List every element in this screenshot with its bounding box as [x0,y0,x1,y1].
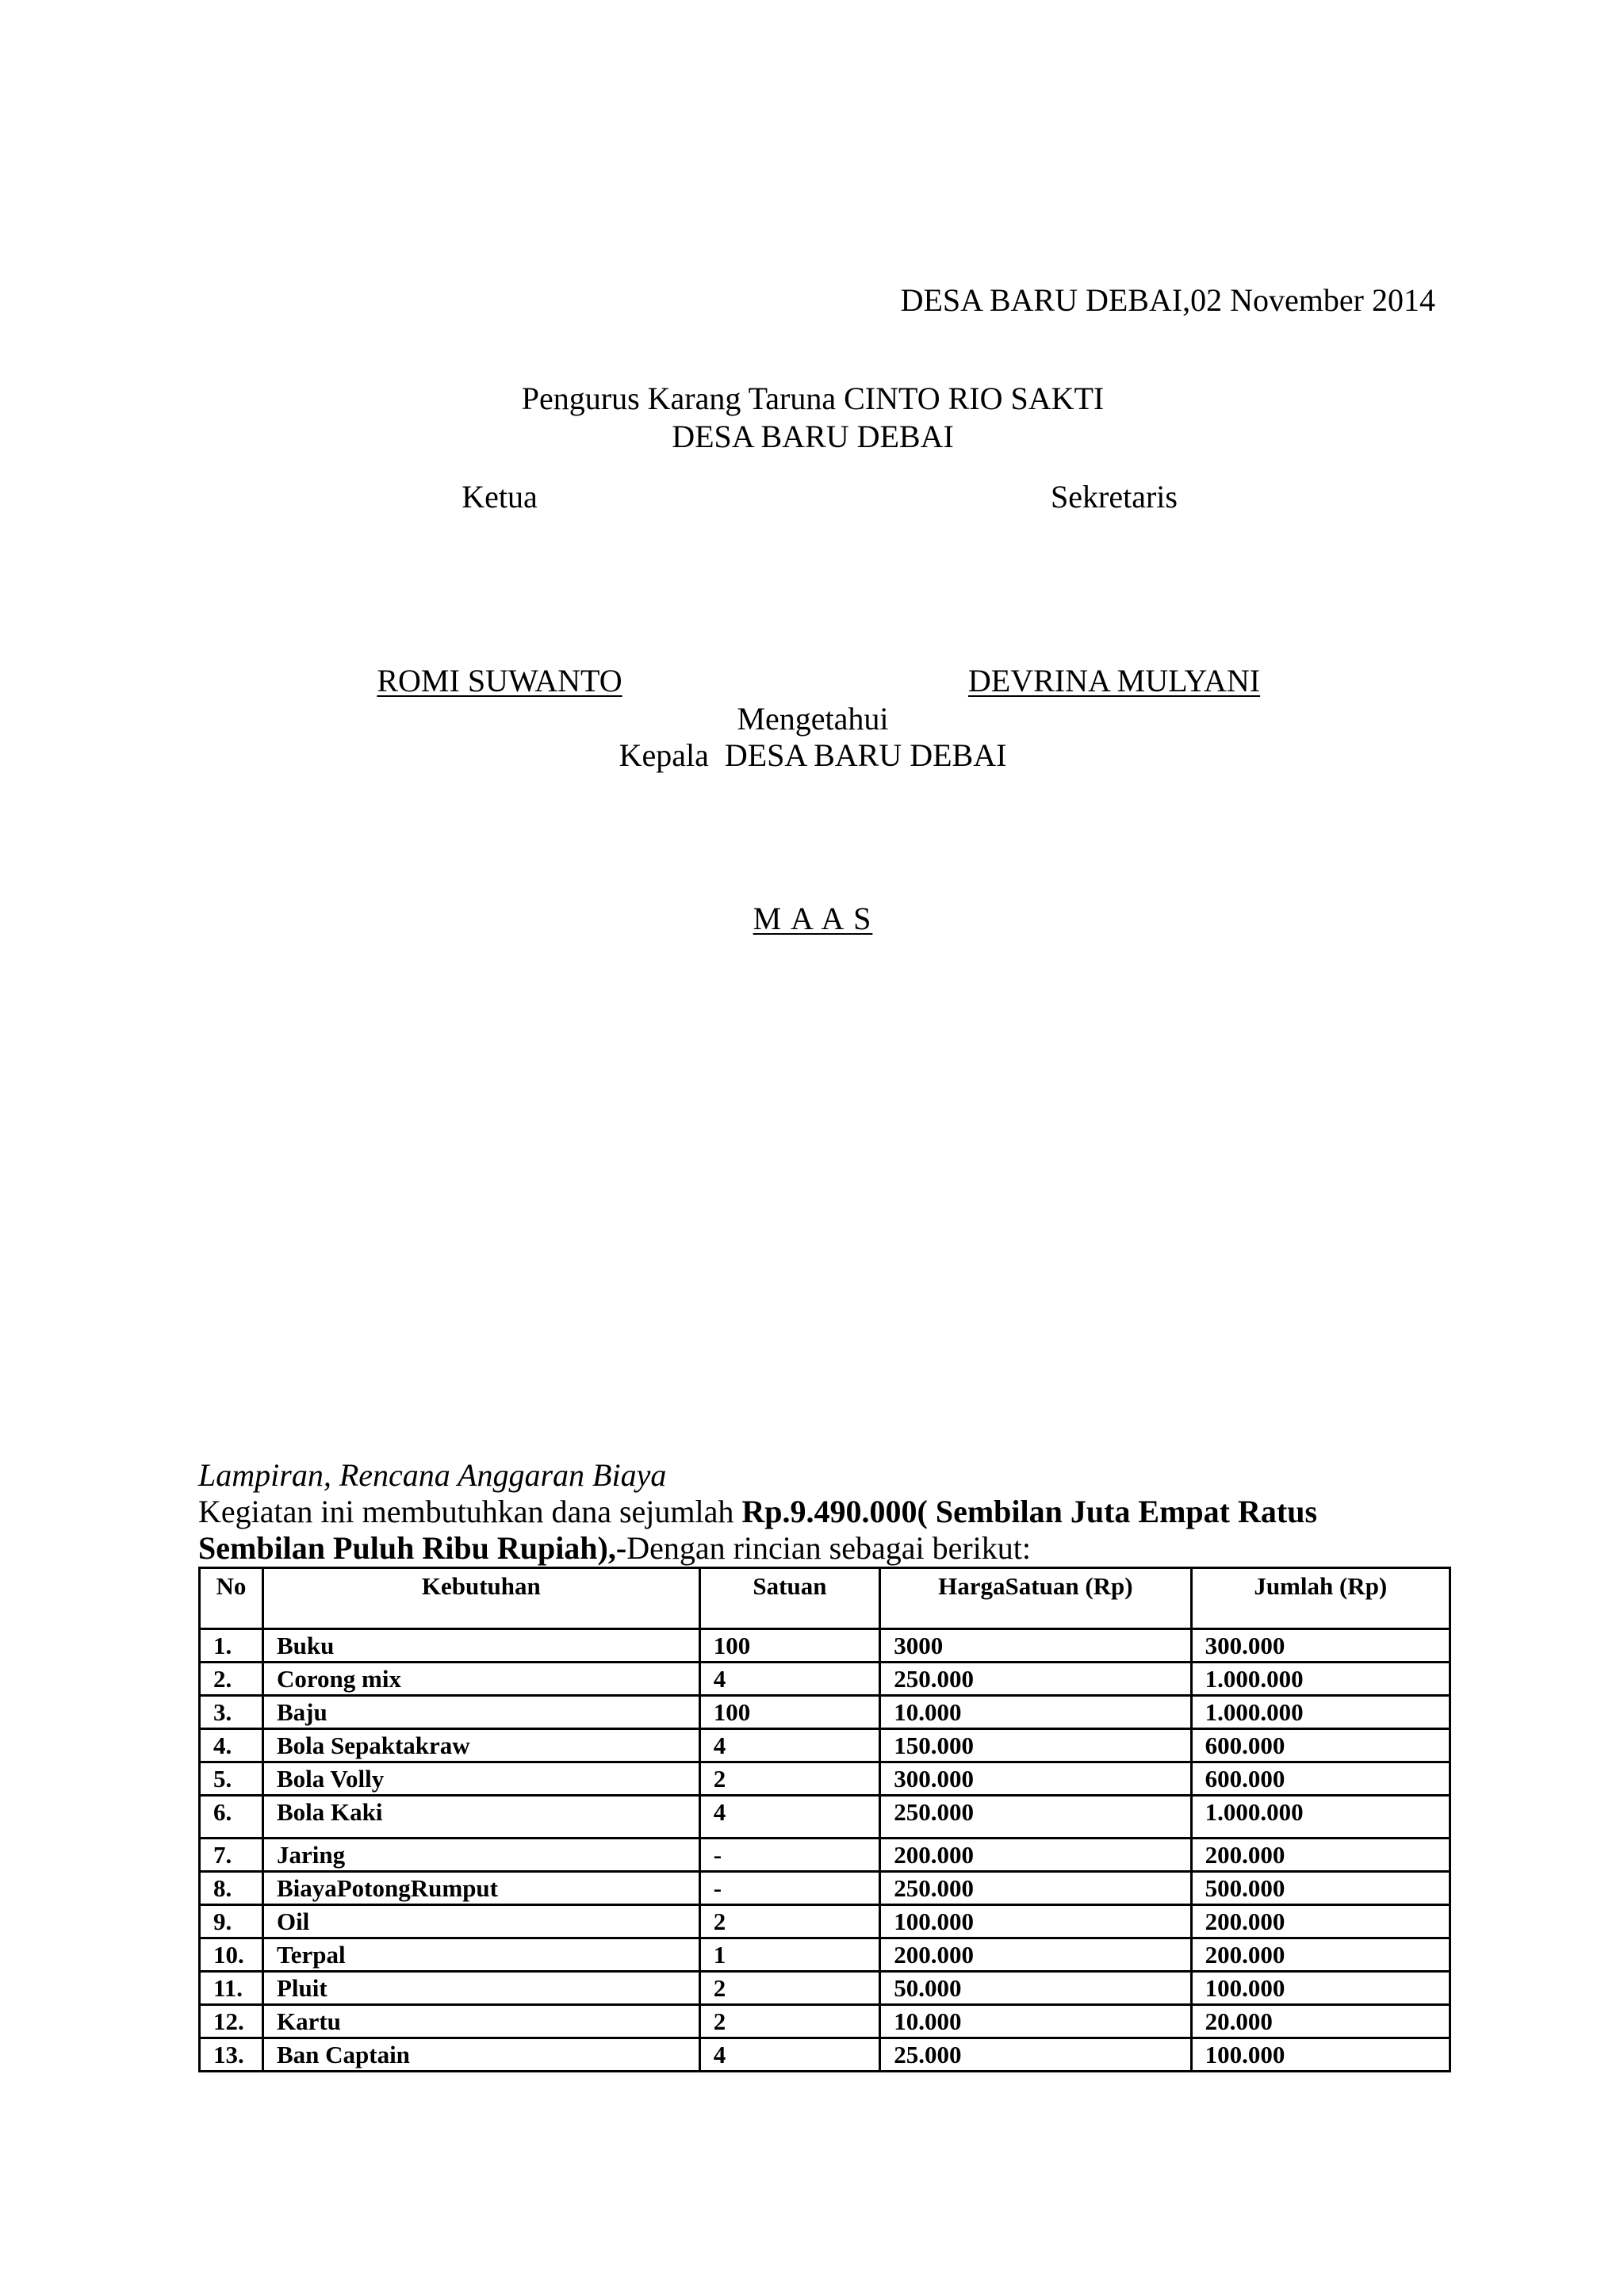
cell-kebutuhan: Baju [262,1696,699,1729]
table-row [200,1762,1450,1796]
chairman-title: Ketua [462,479,538,515]
cell-satuan: - [699,1872,879,1905]
cell-satuan: 100 [699,1629,879,1663]
cell-kebutuhan: Bola Volly [262,1762,699,1796]
cell-harga-satuan: 150.000 [880,1729,1191,1762]
cell-kebutuhan: Jaring [262,1839,699,1872]
cell-harga-satuan: 250.000 [880,1663,1191,1696]
cell-no: 11. [200,1972,263,2005]
cell-no: 6. [200,1796,263,1839]
cell-harga-satuan: 10.000 [880,2005,1191,2038]
attachment-intro-line2 [198,1530,1031,1567]
cell-jumlah: 600.000 [1191,1762,1450,1796]
intro-prefix: Kegiatan ini membutuhkan dana sejumlah [198,1494,742,1529]
table-row [200,1938,1450,1972]
cell-jumlah: 100.000 [1191,1972,1450,2005]
cell-jumlah: 20.000 [1191,2005,1450,2038]
cell-no: 12. [200,2005,263,2038]
cell-kebutuhan: Corong mix [262,1663,699,1696]
village-head-name [694,901,932,937]
cell-jumlah: 200.000 [1191,1938,1450,1972]
secretary-name-text: DEVRINA MULYANI [967,663,1261,698]
cell-kebutuhan: Terpal [262,1938,699,1972]
cell-kebutuhan: Oil [262,1905,699,1938]
cell-jumlah: 1.000.000 [1191,1796,1450,1839]
header-jumlah: Jumlah (Rp) [1191,1568,1450,1629]
attachment-title: Lampiran, Rencana Anggaran Biaya [198,1457,667,1493]
cell-satuan: - [699,1839,879,1872]
cell-kebutuhan: Pluit [262,1972,699,2005]
cell-no: 10. [200,1938,263,1972]
amount-line2: Sembilan Puluh Ribu Rupiah),- [198,1530,627,1566]
letter-date: DESA BARU DEBAI,02 November 2014 [900,282,1435,318]
cell-harga-satuan: 10.000 [880,1696,1191,1729]
organization-village: DESA BARU DEBAI [672,419,954,454]
cell-harga-satuan: 200.000 [880,1938,1191,1972]
cell-satuan: 2 [699,1905,879,1938]
cell-no: 3. [200,1696,263,1729]
table-row [200,1839,1450,1872]
cell-jumlah: 300.000 [1191,1629,1450,1663]
cell-kebutuhan: BiayaPotongRumput [262,1872,699,1905]
cell-harga-satuan: 300.000 [880,1762,1191,1796]
cell-kebutuhan: Buku [262,1629,699,1663]
cell-no: 2. [200,1663,263,1696]
cell-satuan: 2 [699,1972,879,2005]
cell-harga-satuan: 200.000 [880,1839,1191,1872]
cell-no: 9. [200,1905,263,1938]
cell-no: 1. [200,1629,263,1663]
village-head-name-text: M A A S [753,901,873,936]
table-row [200,2038,1450,2072]
cell-kebutuhan: Kartu [262,2005,699,2038]
cell-harga-satuan: 100.000 [880,1905,1191,1938]
cell-jumlah: 1.000.000 [1191,1696,1450,1729]
cell-satuan: 1 [699,1938,879,1972]
organization-name: Pengurus Karang Taruna CINTO RIO SAKTI [521,381,1105,416]
attachment-intro-line1 [198,1494,1317,1530]
table-row [200,1796,1450,1839]
table-row [200,1629,1450,1663]
table-row [200,1696,1450,1729]
chairman-name [301,663,698,699]
cell-jumlah: 100.000 [1191,2038,1450,2072]
cell-no: 8. [200,1872,263,1905]
village-head-title: Kepala DESA BARU DEBAI [619,737,1007,773]
cell-jumlah: 200.000 [1191,1839,1450,1872]
secretary-title: Sekretaris [1051,479,1178,515]
amount-line1: Rp.9.490.000( Sembilan Juta Empat Ratus [741,1494,1318,1529]
cell-satuan: 4 [699,2038,879,2072]
table-row [200,1972,1450,2005]
acknowledged-label: Mengetahui [737,701,889,737]
cell-jumlah: 1.000.000 [1191,1663,1450,1696]
table-row [200,1663,1450,1696]
table-header-row [200,1568,1450,1629]
cell-no: 4. [200,1729,263,1762]
cell-satuan: 4 [699,1729,879,1762]
cell-no: 13. [200,2038,263,2072]
cell-satuan: 4 [699,1796,879,1839]
chairman-name-text: ROMI SUWANTO [377,663,622,698]
cell-jumlah: 500.000 [1191,1872,1450,1905]
cell-jumlah: 600.000 [1191,1729,1450,1762]
table-row [200,2005,1450,2038]
cell-kebutuhan: Bola Kaki [262,1796,699,1839]
budget-table [198,1567,1451,2072]
cell-jumlah: 200.000 [1191,1905,1450,1938]
table-row [200,1872,1450,1905]
cell-no: 7. [200,1839,263,1872]
cell-satuan: 4 [699,1663,879,1696]
cell-harga-satuan: 25.000 [880,2038,1191,2072]
cell-satuan: 2 [699,2005,879,2038]
cell-kebutuhan: Bola Sepaktakraw [262,1729,699,1762]
header-satuan: Satuan [699,1568,879,1629]
cell-harga-satuan: 3000 [880,1629,1191,1663]
cell-harga-satuan: 250.000 [880,1872,1191,1905]
cell-satuan: 2 [699,1762,879,1796]
cell-harga-satuan: 50.000 [880,1972,1191,2005]
cell-harga-satuan: 250.000 [880,1796,1191,1839]
cell-no: 5. [200,1762,263,1796]
cell-kebutuhan: Ban Captain [262,2038,699,2072]
cell-satuan: 100 [699,1696,879,1729]
table-row [200,1729,1450,1762]
secretary-name [896,663,1332,699]
header-kebutuhan: Kebutuhan [262,1568,699,1629]
intro-suffix: Dengan rincian sebagai berikut: [626,1530,1032,1566]
table-row [200,1905,1450,1938]
header-harga-satuan: HargaSatuan (Rp) [880,1568,1191,1629]
header-no: No [200,1568,263,1629]
